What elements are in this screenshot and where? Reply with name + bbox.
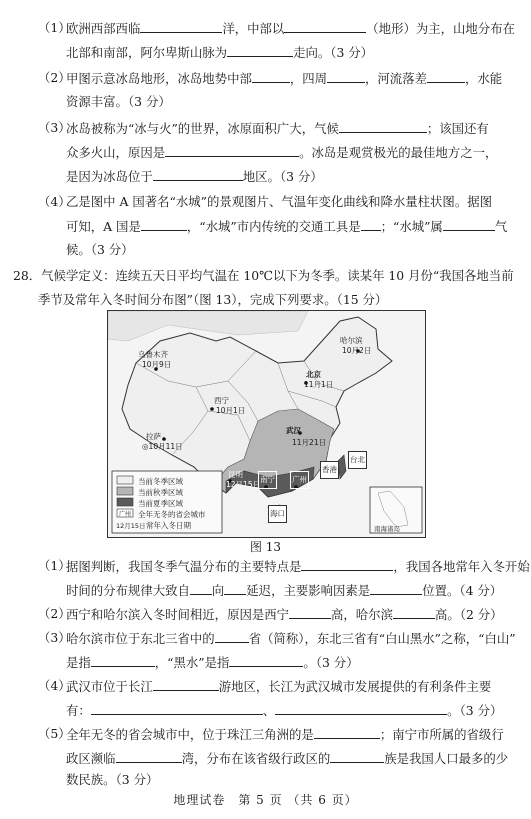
answer-blank[interactable] (153, 678, 219, 691)
q27-4-line2: 可知，A 国是 ，“水城”市内传统的交通工具是 ；“水城”属 气 (66, 219, 508, 234)
q28-intro-line1: 28．气候学定义：连续五天日平均气温在 10℃以下为冬季。读某年 10 月份“我国各地当前 (13, 268, 514, 283)
answer-blank[interactable] (190, 582, 212, 595)
answer-blank[interactable] (327, 70, 365, 83)
legend-swatch-winter (117, 476, 133, 484)
q28-1-number: （1） (38, 558, 71, 573)
figure-caption: 图 13 (249, 540, 282, 554)
q27-1-line2: 北部和南部，阿尔卑斯山脉为 走向。（3 分） (66, 45, 374, 60)
answer-blank[interactable] (275, 702, 447, 715)
q28-1-line1: 据图判断，我国冬季气温分布的主要特点是 ，我国各地常年入冬开始 (66, 559, 530, 574)
answer-blank[interactable] (314, 726, 380, 739)
answer-blank[interactable] (301, 558, 393, 571)
q27-4-line3: 候。（3 分） (66, 242, 134, 257)
legend-autumn: 当前秋季区域 (138, 488, 183, 497)
q27-2-line1: 甲图示意冰岛地形，冰岛地势中部 ，四周 ，河流落差 ，水能 (66, 71, 503, 86)
q28-3-number: （3） (38, 630, 71, 645)
q28-3-line2: 是指 ，“黑水”是指 。（3 分） (66, 655, 359, 670)
city-date-beijing: 11月1日 (304, 380, 334, 389)
inset-label: 南海诸岛 (374, 525, 400, 533)
answer-blank[interactable] (215, 630, 249, 643)
city-label-harbin: 哈尔滨 (340, 336, 363, 345)
legend-swatch-summer (117, 498, 133, 506)
legend-swatch-autumn (117, 487, 133, 495)
city-date-xining: 10月1日 (216, 406, 246, 415)
q28-4-line2: 有： 、 。（3 分） (66, 703, 503, 718)
city-label-guangzhou: 广州 (290, 471, 309, 489)
q27-2-number: （2） (38, 70, 71, 85)
answer-blank[interactable] (229, 654, 303, 667)
city-label-beijing: 北京 (306, 370, 321, 379)
q28-5-line3: 数民族。（3 分） (66, 772, 159, 787)
q28-2-line1: 西宁和哈尔滨入冬时间相近，原因是西宁 高，哈尔滨 高。（2 分） (66, 607, 503, 622)
city-label-kunming: 昆明 (228, 470, 243, 479)
answer-blank[interactable] (284, 20, 366, 33)
answer-blank[interactable] (91, 702, 263, 715)
city-label-taipei: 台北 (348, 451, 367, 469)
city-date-harbin: 10月2日 (342, 346, 372, 355)
q28-1-line2: 时间的分布规律大致自 向 延迟，主要影响因素是 位置。（4 分） (66, 583, 503, 598)
answer-blank[interactable] (141, 218, 187, 231)
answer-blank[interactable] (361, 218, 381, 231)
answer-blank[interactable] (443, 218, 495, 231)
q27-4-line1: 乙是图中 A 国著名“水城”的景观图片、气温年变化曲线和降水量柱状图。据图 (66, 194, 492, 209)
legend-summer: 当前夏季区域 (138, 499, 183, 508)
china-season-map (107, 310, 426, 538)
q28-4-line1: 武汉市位于长江 游地区，长江为武汉城市发展提供的有利条件主要 (66, 679, 492, 694)
city-label-wuhan: 武汉 (286, 426, 301, 435)
q28-3-line1: 哈尔滨市位于东北三省中的 省（简称），东北三省有“白山黑水”之称，“白山” (66, 631, 516, 646)
city-label-xining: 西宁 (214, 396, 229, 405)
city-date-wulumuqi: 10月9日 (142, 360, 172, 369)
answer-blank[interactable] (289, 606, 331, 619)
q28-intro-line2: 季节及常年入冬时间分布图”（图 13），完成下列要求。（15 分） (38, 292, 388, 307)
city-date-wuhan: 11月21日 (292, 438, 327, 447)
q28-5-number: （5） (38, 726, 71, 741)
legend-winter: 当前冬季区域 (138, 477, 183, 486)
city-date-kunming: 12月15日 (226, 480, 261, 489)
q27-4-number: （4） (38, 194, 71, 209)
answer-blank[interactable] (427, 70, 465, 83)
city-label-hongkong: 香港 (320, 461, 339, 479)
q27-1-line1: 欧洲西部西临 洋，中部以 （地形）为主，山地分布在 (66, 21, 515, 36)
answer-blank[interactable] (370, 582, 422, 595)
answer-blank[interactable] (140, 20, 222, 33)
answer-blank[interactable] (153, 168, 243, 181)
q28-5-line1: 全年无冬的省会城市中，位于珠江三角洲的是 ；南宁市所属的省级行 (66, 727, 504, 742)
answer-blank[interactable] (393, 606, 435, 619)
city-date-lhasa: ◎10月11日 (142, 442, 183, 451)
answer-blank[interactable] (165, 144, 299, 157)
city-label-lhasa: 拉萨 (146, 432, 161, 441)
q27-3-number: （3） (38, 120, 71, 135)
answer-blank[interactable] (91, 654, 155, 667)
q27-1-number: （1） (38, 20, 71, 35)
legend-date-text: 常年入冬日期 (146, 521, 191, 530)
city-label-haikou: 海口 (268, 505, 287, 523)
answer-blank[interactable] (252, 70, 290, 83)
city-label-nanning: 南宁 (258, 471, 277, 489)
answer-blank[interactable] (224, 582, 246, 595)
q27-3-line3: 是因为冰岛位于 地区。（3 分） (66, 169, 323, 184)
answer-blank[interactable] (339, 120, 427, 133)
legend-date-example: 12月15日 (116, 522, 146, 530)
q27-2-line2: 资源丰富。（3 分） (66, 94, 171, 109)
q27-3-line1: 冰岛被称为“冰与火”的世界，冰原面积广大，气候 ；该国还有 (66, 121, 489, 136)
q28-4-number: （4） (38, 678, 71, 693)
city-label-wulumuqi: 乌鲁木齐 (138, 350, 168, 359)
answer-blank[interactable] (116, 750, 182, 763)
legend-capital: 全年无冬的省会城市 (138, 510, 206, 519)
q28-5-line2: 政区濒临 湾，分布在该省级行政区的 族是我国人口最多的少 (66, 751, 509, 766)
q27-3-line2: 众多火山，原因是 。冰岛是观赏极光的最佳地方之一， (66, 145, 498, 160)
q28-2-number: （2） (38, 606, 71, 621)
legend-capital-box: 广州 (119, 511, 132, 518)
answer-blank[interactable] (227, 44, 293, 57)
answer-blank[interactable] (330, 750, 384, 763)
page-footer: 地理试卷 第 5 页 （共 6 页） (173, 793, 358, 807)
